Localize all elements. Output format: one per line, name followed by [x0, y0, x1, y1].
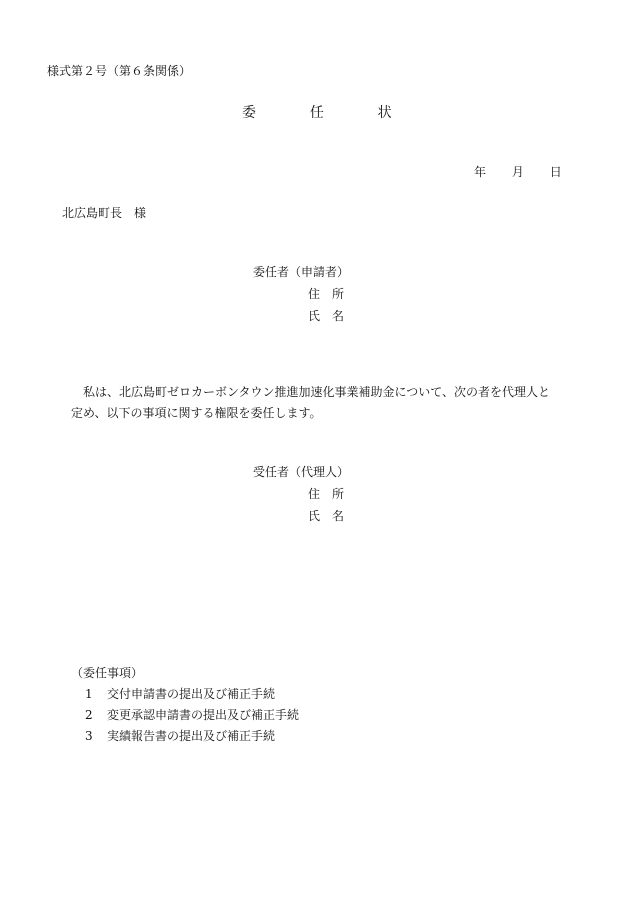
title-char-1: 委: [242, 105, 256, 121]
delegator-address-label: 住 所: [308, 287, 345, 301]
addressee: 北広島町長 様: [62, 206, 147, 220]
delegate-name-label: 氏 名: [308, 509, 345, 523]
date-day-label: 日: [549, 165, 562, 179]
date-line: [474, 165, 562, 181]
matter-item-text: 交付申請書の提出及び補正手続: [107, 687, 276, 701]
matter-item: [85, 687, 275, 703]
title-char-3: 状: [377, 105, 392, 121]
matter-item-number: 2: [85, 708, 93, 722]
matter-item: [85, 729, 275, 745]
delegate-address-label: 住 所: [308, 487, 345, 501]
delegator-name-label: 氏 名: [308, 309, 345, 323]
form-label: 様式第２号（第６条関係）: [47, 64, 192, 78]
matters-heading: （委任事項）: [71, 666, 144, 680]
matter-item-text: 変更承認申請書の提出及び補正手続: [107, 708, 300, 722]
document-title: [242, 104, 392, 122]
body-line-2: 定め、以下の事項に関する権限を委任します。: [71, 406, 322, 420]
title-char-2: 任: [309, 105, 324, 121]
delegate-heading: 受任者（代理人）: [253, 465, 350, 479]
body-line-1: 私は、北広島町ゼロカーボンタウン推進加速化事業補助金について、次の者を代理人と: [83, 385, 551, 399]
matter-item-number: 1: [85, 687, 93, 701]
date-month-label: 月: [511, 165, 524, 179]
date-year-label: 年: [474, 165, 487, 179]
matter-item-number: 3: [85, 729, 93, 743]
matter-item: [85, 708, 299, 724]
delegator-heading: 委任者（申請者）: [253, 265, 350, 279]
matter-item-text: 実績報告書の提出及び補正手続: [107, 729, 276, 743]
